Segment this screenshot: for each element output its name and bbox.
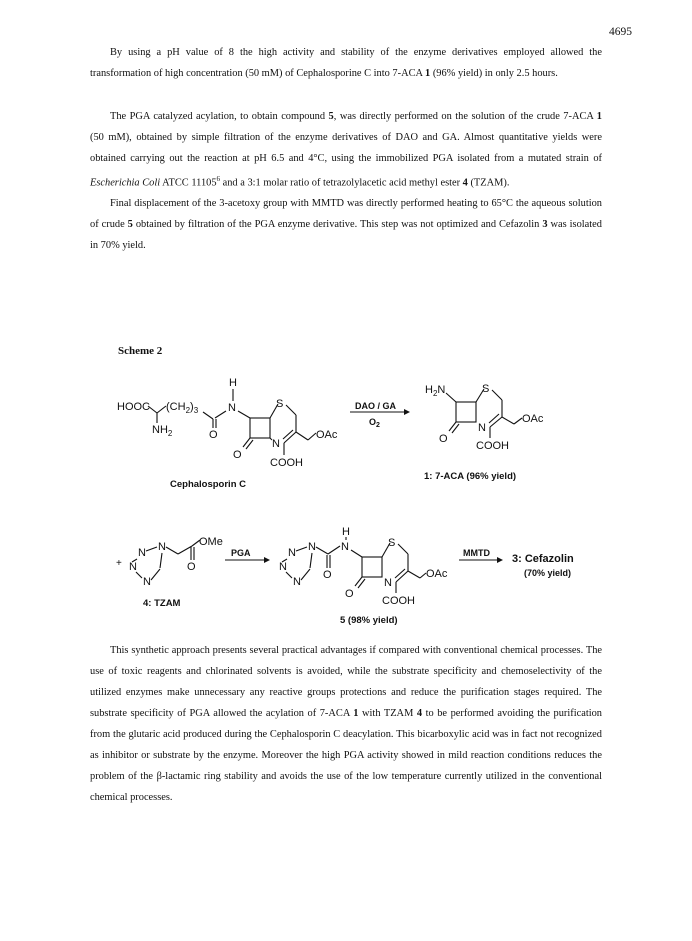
tzam-structure xyxy=(116,536,223,609)
cpd5-oac: OAc xyxy=(426,568,448,580)
paragraph-2-segment: 5 xyxy=(328,111,334,122)
compound-5-structure xyxy=(279,526,448,626)
cpd5-tz-n2: N xyxy=(279,561,287,573)
tzam-o-label: O xyxy=(187,561,196,573)
cefazolin-label: 3: Cefazolin xyxy=(512,553,574,565)
paragraph-3-segment: 3 xyxy=(542,219,548,231)
lactam-o-label: O xyxy=(233,449,242,461)
arrow1-bottom-label: $O_2$ xyxy=(369,417,380,429)
hooc-label: HOOC xyxy=(117,401,150,413)
page-number: 4695 xyxy=(609,26,632,38)
paragraph-2-segment: 6 xyxy=(216,175,221,183)
paragraph-2-segment: The PGA catalyzed acylation, to obtain compound xyxy=(110,111,329,122)
ring-n-label: N xyxy=(272,438,280,450)
ch2-chain-label: $(CH_2)_3$ xyxy=(166,401,199,415)
h2n-label: $H_2N$ xyxy=(425,384,446,398)
cpd5-tz-n3: N xyxy=(293,576,301,588)
aca-n-label: N xyxy=(478,422,486,434)
paragraph-3-segment: Final displacement of the 3-acetoxy group with MMTD was directly performed heating to 65°C the aqueous solution of crude xyxy=(90,198,602,231)
paragraph-2-segment: 1 xyxy=(596,111,602,122)
aca-sulfur-label: S xyxy=(482,383,490,395)
cpd5-amide-o: O xyxy=(323,569,332,581)
oac-label: OAc xyxy=(316,429,338,441)
tzam-n1: N xyxy=(138,547,146,559)
paragraph-2-segment: Escherichia Coli xyxy=(90,177,161,189)
cephalosporin-c-label: Cephalosporin C xyxy=(170,479,247,490)
paragraph-1-segment: (96% yield) in only 2.5 hours. xyxy=(430,68,558,79)
arrow-dao-ga xyxy=(350,401,410,429)
arrow3-top-label: MMTD xyxy=(463,548,490,558)
aca-o-label: O xyxy=(439,433,448,445)
aca-cooh-label: COOH xyxy=(476,440,509,452)
cpd5-sulfur: S xyxy=(388,537,396,549)
cpd5-h: H xyxy=(342,526,350,538)
arrow-mmtd xyxy=(459,548,503,563)
paragraph-2-segment: ATCC 11105 xyxy=(160,177,217,189)
cpd5-tz-n4: N xyxy=(308,541,316,553)
cooh-label: COOH xyxy=(270,457,303,469)
paragraph-3-segment: obtained by filtration of the PGA enzyme derivative. This step was not optimized and Cefazolin xyxy=(132,219,543,231)
amide-o-label: O xyxy=(209,429,218,441)
cpd5-tz-n1: N xyxy=(288,547,296,559)
plus-sign: + xyxy=(116,558,122,569)
tzam-n4: N xyxy=(158,541,166,553)
cpd5-nh-n: N xyxy=(341,541,349,553)
arrow1-top-label: DAO / GA xyxy=(355,401,397,411)
paragraph-4-segment: 4 xyxy=(416,708,423,719)
cefazolin-yield: (70% yield) xyxy=(524,568,572,578)
cpd5-ring-n: N xyxy=(384,577,392,589)
paragraph-2-segment: (TZAM). xyxy=(467,177,510,189)
cephalosporin-c-structure xyxy=(117,377,338,490)
cpd5-cooh: COOH xyxy=(382,595,415,607)
paragraph-2-segment: , was directly performed on the solution of the crude 7-ACA xyxy=(333,111,597,122)
compound-5-label: 5 (98% yield) xyxy=(340,615,398,626)
paragraph-4-segment: 1 xyxy=(353,708,359,719)
cpd5-lactam-o: O xyxy=(345,588,354,600)
paragraph-4 xyxy=(90,640,602,808)
ome-label: OMe xyxy=(199,536,223,548)
paragraph-4-segment: This synthetic approach presents several practical advantages if compared with conventional chemical processes. The use of toxic reagents and chlorinated solvents is avoided, while the substrate specificity and chemoselectivity of the utilized enzymes make unnecessary any reactive groups protections and reduce the purification stages required. The substrate specificity of PGA allowed the acylation of 7-ACA xyxy=(90,645,602,719)
arrow-pga xyxy=(225,548,270,563)
tzam-n2: N xyxy=(129,561,137,573)
scheme-title: Scheme 2 xyxy=(118,345,163,357)
paragraph-2-segment: and a 3:1 molar ratio of tetrazolylacetic acid methyl ester xyxy=(220,177,463,189)
nh-h-label: H xyxy=(229,377,237,389)
paragraph-4-segment: to be performed avoiding the purification from the glutaric acid produced during the Cephalosporin C deacylation. This bicarboxylic acid was in fact not recognized as inhibitor or substrate by the enzyme. Moreover the high PGA activity showed in mild reaction conditions reduces the problem of the β-lactamic ring stability and avoids the use of the low temperature currently utilized in the conventional chemical processes. xyxy=(90,708,603,803)
nh2-label: $NH_2$ xyxy=(152,424,173,438)
paragraph-1-segment: By using a pH value of 8 the high activity and stability of the enzyme derivatives employed allowed the transformation of high concentration (50 mM) of Cephalosporine C into 7-ACA xyxy=(90,47,602,79)
paragraph-2-segment: 4 xyxy=(462,177,468,189)
aca-oac-label: OAc xyxy=(522,413,544,425)
paragraph-3-segment: 5 xyxy=(127,219,133,231)
paragraph-4-segment: with TZAM xyxy=(358,708,417,719)
paragraph-3-segment: was isolated in 70% yield. xyxy=(90,219,602,252)
arrow2-top-label: PGA xyxy=(231,548,251,558)
paragraph-2-segment: (50 mM), obtained by simple filtration of the enzyme derivatives of DAO and GA. Almost quantitative yields were obtained carrying out the reaction at pH 6.5 and 4°C, using the immobilized PGA isolated from a mutated strain of xyxy=(90,132,602,164)
7-aca-structure xyxy=(424,383,544,482)
sulfur-label: S xyxy=(276,398,284,410)
7-aca-label: 1: 7-ACA (96% yield) xyxy=(424,471,517,482)
tzam-label: 4: TZAM xyxy=(143,598,181,609)
nh-n-label: N xyxy=(228,402,236,414)
tzam-n3: N xyxy=(143,576,151,588)
paragraph-1-segment: 1 xyxy=(425,68,431,79)
